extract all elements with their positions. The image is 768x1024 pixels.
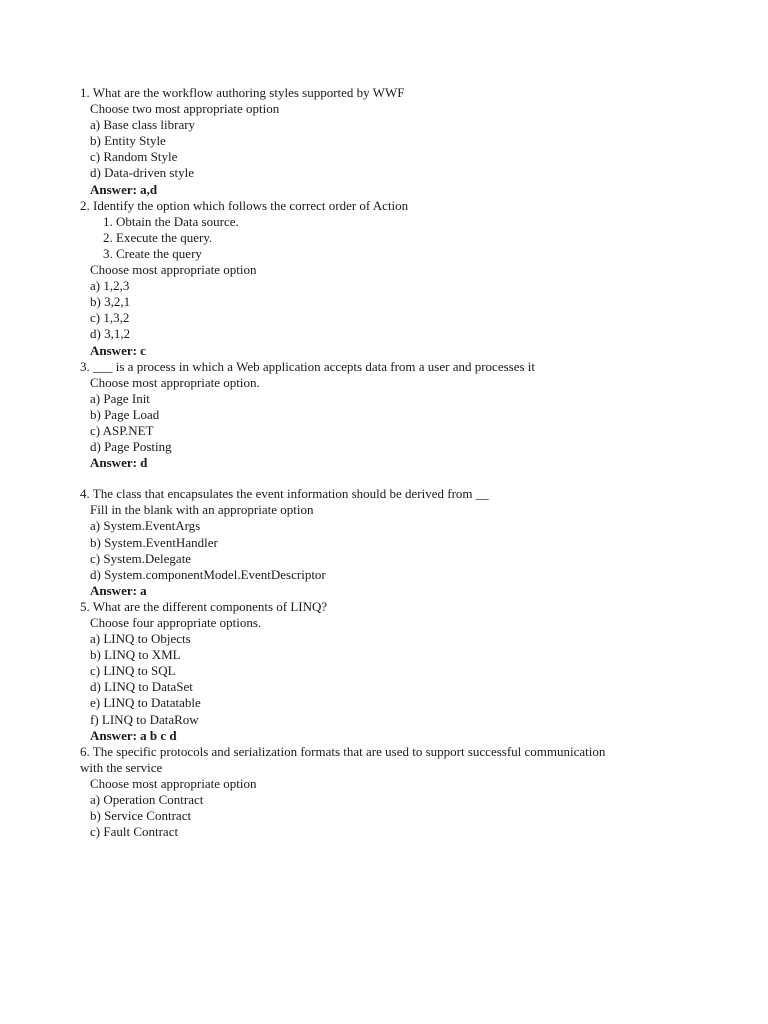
answer-option: c) Random Style — [90, 149, 178, 165]
question-step: 2. Execute the query. — [103, 229, 213, 245]
answer-option: b) 3,2,1 — [90, 294, 131, 310]
answer-option: b) Service Contract — [90, 808, 192, 824]
question-4 — [80, 486, 700, 599]
answer-option: c) LINQ to SQL — [90, 663, 176, 679]
answer-option: b) System.EventHandler — [90, 534, 218, 550]
answer-option: c) 1,3,2 — [90, 310, 130, 326]
question-5 — [80, 599, 700, 744]
question-instruction: Fill in the blank with an appropriate option — [90, 502, 314, 518]
question-prompt: 3. ___ is a process in which a Web application accepts data from a user and processes it — [80, 358, 536, 374]
blank-line — [80, 471, 700, 486]
question-6 — [80, 744, 700, 841]
answer-option: c) ASP.NET — [90, 422, 154, 438]
question-instruction: Choose most appropriate option — [90, 262, 257, 278]
answer-option: c) System.Delegate — [90, 550, 192, 566]
question-1 — [80, 85, 700, 198]
correct-answer: Answer: d — [90, 455, 148, 471]
answer-option: d) 3,1,2 — [90, 326, 131, 342]
correct-answer: Answer: c — [90, 342, 146, 358]
answer-option: a) Page Init — [90, 390, 150, 406]
document-body — [80, 85, 700, 840]
question-instruction: Choose two most appropriate option — [90, 101, 280, 117]
question-2 — [80, 198, 700, 359]
answer-option: a) Base class library — [90, 117, 196, 133]
answer-option: b) LINQ to XML — [90, 647, 181, 663]
question-step: 3. Create the query — [103, 245, 202, 261]
question-instruction: Choose most appropriate option — [90, 775, 257, 791]
answer-option: d) Page Posting — [90, 439, 172, 455]
answer-option: d) System.componentModel.EventDescriptor — [90, 566, 326, 582]
answer-option: a) Operation Contract — [90, 792, 204, 808]
question-instruction: Choose most appropriate option. — [90, 374, 260, 390]
question-step: 1. Obtain the Data source. — [103, 213, 239, 229]
correct-answer: Answer: a,d — [90, 181, 158, 197]
answer-option: a) 1,2,3 — [90, 278, 130, 294]
answer-option: b) Page Load — [90, 406, 160, 422]
question-prompt: 6. The specific protocols and serialization formats that are used to support successful communication with the service — [80, 743, 606, 775]
question-instruction: Choose four appropriate options. — [90, 615, 262, 630]
question-prompt: 5. What are the different components of LINQ? — [80, 598, 328, 614]
correct-answer: Answer: a — [90, 582, 147, 598]
correct-answer: Answer: a b c d — [90, 727, 177, 743]
answer-option: c) Fault Contract — [90, 824, 179, 840]
question-prompt: 1. What are the workflow authoring styles supported by WWF — [80, 85, 405, 100]
question-prompt: 2. Identify the option which follows the correct order of Action — [80, 197, 409, 213]
answer-option: a) System.EventArgs — [90, 518, 201, 534]
answer-option: d) Data-driven style — [90, 165, 194, 181]
answer-option: a) LINQ to Objects — [90, 631, 191, 647]
answer-option: b) Entity Style — [90, 133, 166, 149]
question-3 — [80, 359, 700, 472]
answer-option: d) LINQ to DataSet — [90, 679, 193, 695]
answer-option: f) LINQ to DataRow — [90, 711, 199, 727]
question-prompt: 4. The class that encapsulates the event information should be derived from __ — [80, 486, 489, 502]
answer-option: e) LINQ to Datatable — [90, 695, 201, 711]
